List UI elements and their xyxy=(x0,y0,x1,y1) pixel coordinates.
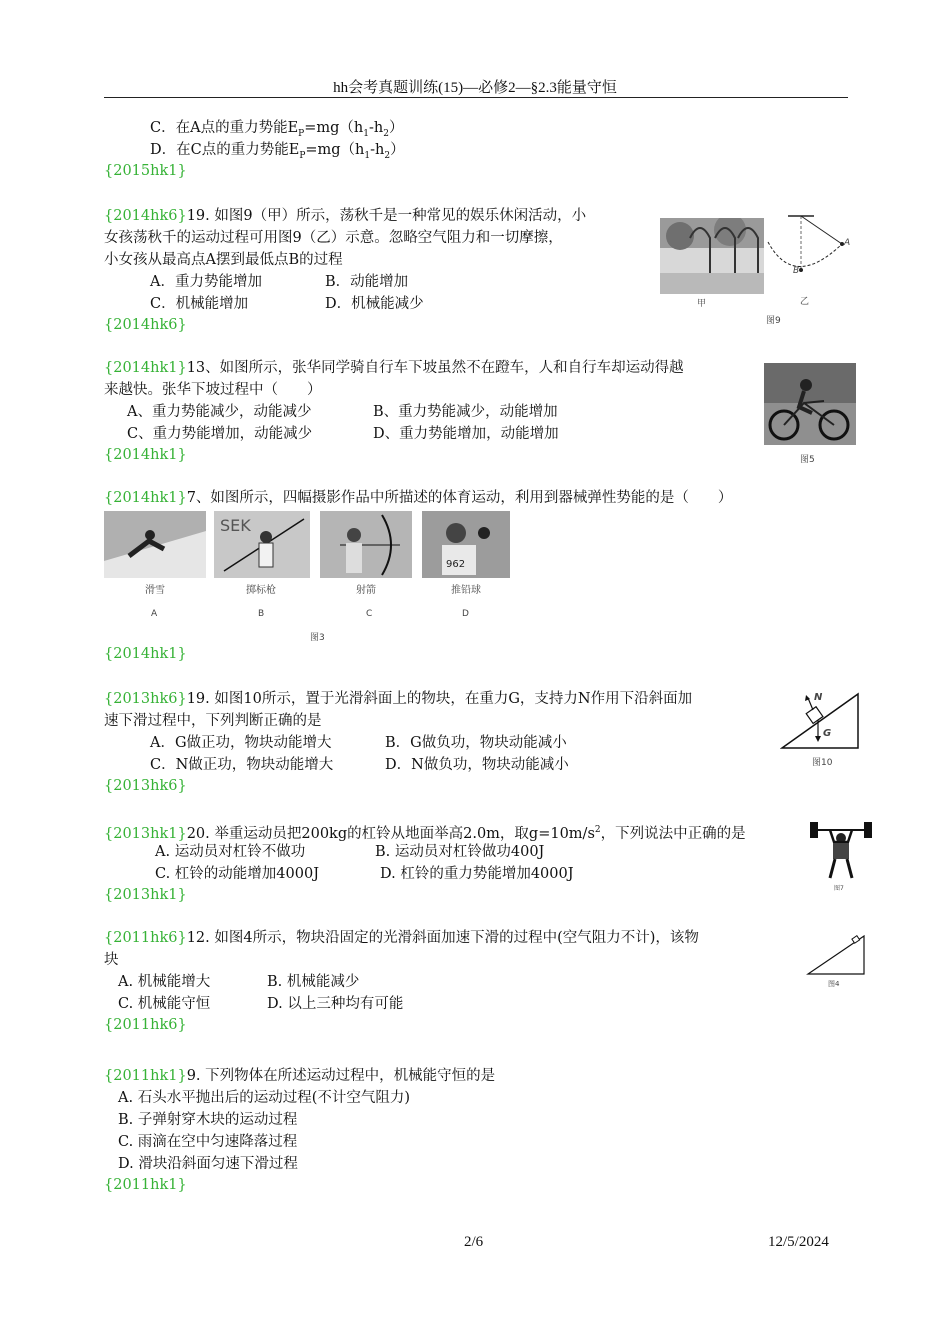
photo-d-name: 推铅球 xyxy=(451,585,481,596)
pendulum-label-a: A xyxy=(844,238,851,248)
question-2-line-2: 来越快。张华下坡过程中（ ） xyxy=(104,382,322,398)
question-5-option-a: A. 运动员对杠铃不做功 xyxy=(155,844,306,860)
question-2-option-a: A、重力势能减少，动能减少 xyxy=(127,404,312,420)
photo-skiing-drawing xyxy=(104,511,206,578)
cyclist-photo xyxy=(764,363,856,445)
question-2-option-d: D、重力势能增加，动能增加 xyxy=(373,426,559,442)
question-5-option-b: B. 运动员对杠铃做功400J xyxy=(375,844,545,860)
question-4-option-d: D．N做负功，物块动能减小 xyxy=(385,757,569,773)
question-4-line-1: {2013hk6}19. 如图10所示，置于光滑斜面上的物块，在重力G，支持力N作用下沿斜面加 xyxy=(104,691,693,707)
photo-skiing xyxy=(104,511,206,578)
source-tag: {2011hk6} xyxy=(104,1017,187,1033)
pendulum-diagram xyxy=(764,212,854,304)
figure-7-caption: 图7 xyxy=(834,885,844,892)
figure-10-caption: 图10 xyxy=(812,758,833,768)
figure-9-yi-label: 乙 xyxy=(800,297,810,307)
source-tag: {2014hk6} xyxy=(104,317,187,333)
pendulum-label-b: B xyxy=(793,266,800,276)
page-header-title: hh会考真题训练(15)—必修2—§2.3能量守恒 xyxy=(333,80,617,96)
swing-photo xyxy=(660,218,764,294)
question-1-option-b: B．动能增加 xyxy=(325,274,409,290)
photo-b-letter: B xyxy=(258,609,265,619)
question-6-line-2: 块 xyxy=(104,952,119,968)
question-2-option-c: C、重力势能增加，动能减少 xyxy=(127,426,313,442)
source-tag: {2013hk1} xyxy=(104,887,187,903)
photo-archery xyxy=(320,511,412,578)
question-4-option-a: A．G做正功，物块动能增大 xyxy=(150,735,332,751)
incline-diagram xyxy=(806,932,868,978)
figure-5-caption: 图5 xyxy=(800,455,815,465)
question-7-option-c: C. 雨滴在空中匀速降落过程 xyxy=(118,1134,298,1150)
photo-a-name: 滑雪 xyxy=(145,585,165,596)
source-tag: {2014hk1} xyxy=(104,447,187,463)
question-4-option-c: C．N做正功，物块动能增大 xyxy=(150,757,334,773)
question-2-line-1: {2014hk1}13、如图所示，张华同学骑自行车下坡虽然不在蹬车，人和自行车却运动得越 xyxy=(104,360,684,376)
header-rule xyxy=(104,97,848,98)
question-5-line-1: {2013hk1}20. 举重运动员把200kg的杠铃从地面举高2.0m，取$g=10m/s^2$，下列说法中正确的是 xyxy=(104,825,746,842)
question-7-line-1: {2011hk1}9. 下列物体在所述运动过程中，机械能守恒的是 xyxy=(104,1068,496,1084)
photo-javelin xyxy=(214,511,310,578)
question-6-option-a: A. 机械能增大 xyxy=(118,974,211,990)
cyclist-photo-drawing xyxy=(764,363,856,445)
question-5-option-d: D. 杠铃的重力势能增加4000J xyxy=(380,866,574,882)
figure-9-caption: 图9 xyxy=(766,316,781,326)
photo-c-letter: C xyxy=(366,609,373,619)
question-1-line-2: 女孩荡秋千的运动过程可用图9（乙）示意。忽略空气阻力和一切摩擦， xyxy=(104,230,563,246)
question-1-option-d: D．机械能减少 xyxy=(325,296,424,312)
photo-javelin-drawing xyxy=(214,511,310,578)
question-1-line-1: {2014hk6}19. 如图9（甲）所示，荡秋千是一种常见的娱乐休闲活动，小 xyxy=(104,208,587,224)
question-7-option-a: A. 石头水平抛出后的运动过程(不计空气阻力) xyxy=(118,1090,411,1106)
source-tag: {2015hk1} xyxy=(104,163,187,179)
question-6-option-b: B. 机械能减少 xyxy=(267,974,360,990)
force-label-g: G xyxy=(823,728,832,739)
page-number: 2/6 xyxy=(464,1234,484,1250)
photo-archery-drawing xyxy=(320,511,412,578)
question-7-option-b: B. 子弹射穿木块的运动过程 xyxy=(118,1112,298,1128)
question-6-line-1: {2011hk6}12. 如图4所示，物块沿固定的光滑斜面加速下滑的过程中(空气阻力不计)，该物 xyxy=(104,930,699,946)
question-1-line-3: 小女孩从最高点A摆到最低点B的过程 xyxy=(104,252,343,268)
photo-shot-put xyxy=(422,511,510,578)
question-4-option-b: B．G做负功，物块动能减小 xyxy=(385,735,567,751)
figure-9-jia-label: 甲 xyxy=(697,299,707,309)
figure-3-caption: 图3 xyxy=(310,633,325,643)
question-1-option-a: A．重力势能增加 xyxy=(150,274,262,290)
question-6-option-c: C. 机械能守恒 xyxy=(118,996,211,1012)
question-7-option-d: D. 滑块沿斜面匀速下滑过程 xyxy=(118,1156,298,1172)
question-1-option-c: C．机械能增加 xyxy=(150,296,249,312)
top-option-c: C．在A点的重力势能$E_P=mg(h_1-h_2)$ xyxy=(150,120,404,139)
svg-text:SEK: SEK xyxy=(220,516,251,535)
figure-4-caption: 图4 xyxy=(828,980,840,988)
question-5-option-c: C. 杠铃的动能增加4000J xyxy=(155,866,320,882)
source-tag: {2011hk1} xyxy=(104,1177,187,1193)
question-4-line-2: 速下滑过程中，下列判断正确的是 xyxy=(104,713,322,729)
photo-a-letter: A xyxy=(151,609,158,619)
question-2-option-b: B、重力势能减少，动能增加 xyxy=(373,404,558,420)
svg-text:962: 962 xyxy=(446,559,466,570)
question-3-line-1: {2014hk1}7、如图所示，四幅摄影作品中所描述的体育运动，利用到器械弹性势能的是（ ） xyxy=(104,490,733,506)
question-6-option-d: D. 以上三种均有可能 xyxy=(267,996,404,1012)
source-tag: {2013hk6} xyxy=(104,778,187,794)
swing-photo-drawing xyxy=(660,218,764,294)
photo-d-letter: D xyxy=(462,609,469,619)
photo-shot-put-drawing xyxy=(422,511,510,578)
photo-c-name: 射箭 xyxy=(356,585,376,596)
top-option-d: D．在C点的重力势能$E_P=mg(h_1-h_2)$ xyxy=(150,142,405,161)
source-tag: {2014hk1} xyxy=(104,646,187,662)
force-label-n: N xyxy=(814,692,823,703)
photo-b-name: 掷标枪 xyxy=(246,585,276,596)
weightlifter-drawing xyxy=(808,818,874,882)
footer-date: 12/5/2024 xyxy=(768,1234,829,1250)
